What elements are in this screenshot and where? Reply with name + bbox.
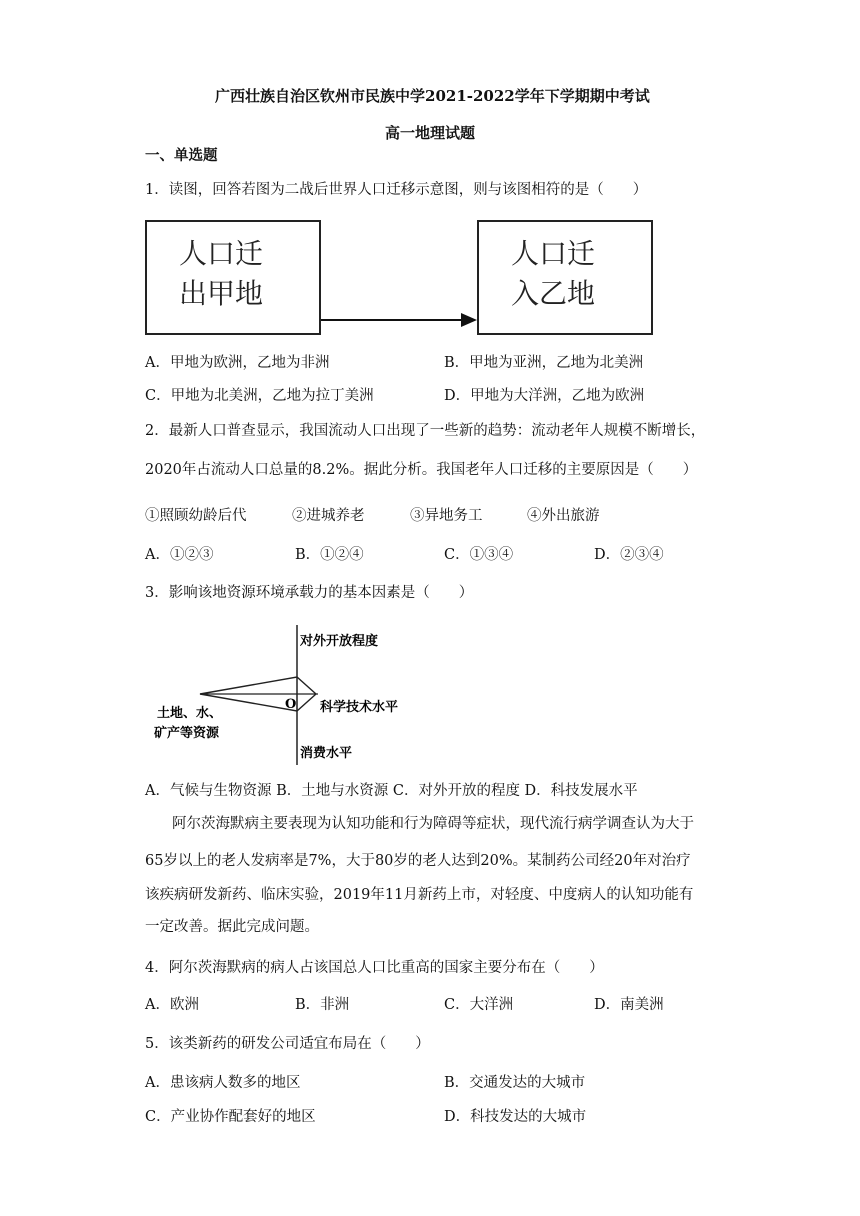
migration-arrow: [321, 310, 478, 330]
label-openness: 对外开放程度: [300, 634, 379, 649]
q4-option-c: C．大洋洲: [444, 997, 514, 1013]
q4-option-d: D．南美洲: [594, 997, 664, 1013]
q4-option-b: B．非洲: [295, 997, 350, 1013]
destination-box-line-2: 入乙地: [511, 277, 596, 310]
passage-line-1: 阿尔茨海默病主要表现为认知功能和行为障碍等症状，现代流行病学调查认为大于: [172, 816, 694, 832]
carrying-capacity-diagram: [150, 625, 420, 767]
label-resources-line-1: 土地、水、: [157, 706, 223, 721]
exam-subtitle: 高一地理试题: [385, 124, 476, 142]
q1-option-b: B．甲地为亚洲，乙地为北美洲: [444, 355, 644, 371]
q4-option-a: A．欧洲: [145, 997, 199, 1013]
passage-line-4: 一定改善。据此完成问题。: [145, 919, 319, 935]
destination-box-line-1: 人口迁: [511, 237, 596, 270]
passage-line-2: 65岁以上的老人发病率是7%，大于80岁的老人达到20%。某制药公司经20年对治疗: [145, 853, 691, 869]
q5-option-b: B．交通发达的大城市: [444, 1075, 586, 1091]
q3-options: A．气候与生物资源 B．土地与水资源 C．对外开放的程度 D．科技发展水平: [145, 783, 638, 799]
q2-option-a: A．①②③: [145, 547, 214, 563]
section-heading: 一、单选题: [145, 147, 218, 164]
q2-option-b: B．①②④: [295, 547, 364, 563]
label-consumption: 消费水平: [300, 746, 353, 761]
q1-option-c: C．甲地为北美洲，乙地为拉丁美洲: [145, 388, 374, 404]
q4-stem: 4．阿尔茨海默病的病人占该国总人口比重高的国家主要分布在（ ）: [145, 960, 604, 976]
q2-item-3: ③异地务工: [410, 508, 483, 524]
migration-origin-box: [145, 220, 321, 335]
passage-line-3: 该疾病研发新药、临床实验，2019年11月新药上市，对轻度、中度病人的认知功能有: [145, 887, 694, 903]
origin-box-line-1: 人口迁: [179, 237, 264, 270]
q5-option-c: C．产业协作配套好的地区: [145, 1109, 316, 1125]
q1-option-d: D．甲地为大洋洲，乙地为欧洲: [444, 388, 645, 404]
q2-item-2: ②进城养老: [292, 508, 365, 524]
q1-stem: 1．读图，回答若图为二战后世界人口迁移示意图，则与该图相符的是（ ）: [145, 182, 648, 198]
q2-item-1: ①照顾幼龄后代: [145, 508, 247, 524]
q3-stem: 3．影响该地资源环境承载力的基本因素是（ ）: [145, 585, 474, 601]
q5-option-a: A．患该病人数多的地区: [145, 1075, 301, 1091]
q2-stem-line-2: 2020年占流动人口总量的8.2%。据此分析。我国老年人口迁移的主要原因是（ ）: [145, 462, 698, 478]
q5-option-d: D．科技发达的大城市: [444, 1109, 587, 1125]
q1-option-a: A．甲地为欧洲，乙地为非洲: [145, 355, 330, 371]
exam-title: 广西壮族自治区钦州市民族中学2021-2022学年下学期期中考试: [215, 87, 650, 105]
q2-option-d: D．②③④: [594, 547, 664, 563]
q2-option-c: C．①③④: [444, 547, 514, 563]
q2-stem-line-1: 2．最新人口普查显示，我国流动人口出现了一些新的趋势：流动老年人规模不断增长，: [145, 423, 706, 439]
q2-item-4: ④外出旅游: [527, 508, 600, 524]
migration-destination-box: [477, 220, 653, 335]
q5-stem: 5．该类新药的研发公司适宜布局在（ ）: [145, 1036, 430, 1052]
label-technology: 科学技术水平: [320, 700, 399, 715]
label-origin: O: [285, 697, 297, 712]
origin-box-line-2: 出甲地: [179, 277, 264, 310]
label-resources-line-2: 矿产等资源: [154, 726, 220, 741]
